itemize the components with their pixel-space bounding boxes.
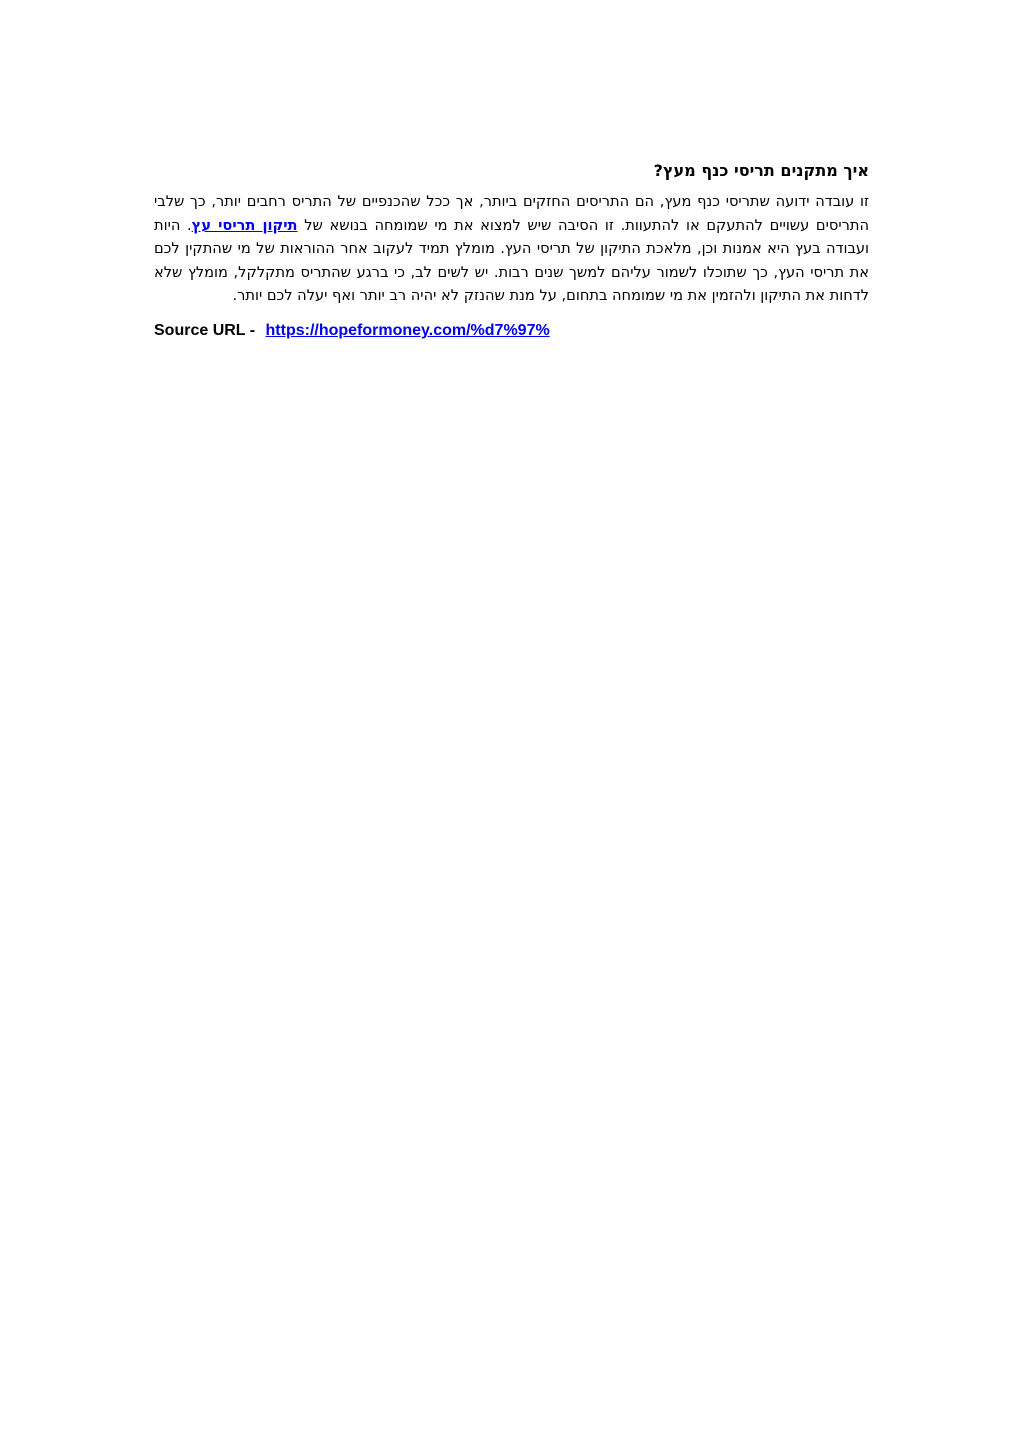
document-title: איך מתקנים תריסי כנף מעץ? (653, 161, 869, 180)
source-row (154, 320, 869, 342)
wooden-shutter-repair-link[interactable]: תיקון תריסי עץ (191, 216, 298, 234)
document-page (154, 158, 869, 342)
source-label: Source URL - (154, 321, 256, 339)
paragraph-text-start: זו עובדה ידועה שתריסי כנף מעץ, הם התריסים החזקים ביותר, אך ככל שהכנפיים של התריס רחבים יותר, כך שלבי התריסים עשויים להתעקם או להתעוות. זו הסיבה שיש למצוא את מי שמומחה בנושא של (154, 193, 869, 234)
document-paragraph (154, 190, 869, 308)
source-url-link[interactable]: https://hopeformoney.com/%d7%97% (265, 321, 550, 339)
paragraph-text-end: . היות ועבודה בעץ היא אמנות וכן, מלאכת התיקון של תריסי העץ. מומלץ תמיד לעקוב אחר ההוראות של מי שהתקין לכם את תריסי העץ, כך שתוכלו לשמור עליהם למשך שנים רבות. יש לשים לב, כי ברגע שהתריס מתקלקל, מומלץ שלא לדחות את התיקון ולהזמין את מי שמומחה בתחום, על מנת שהנזק לא יהיה רב יותר ואף יעלה לכם יותר. (154, 216, 869, 305)
